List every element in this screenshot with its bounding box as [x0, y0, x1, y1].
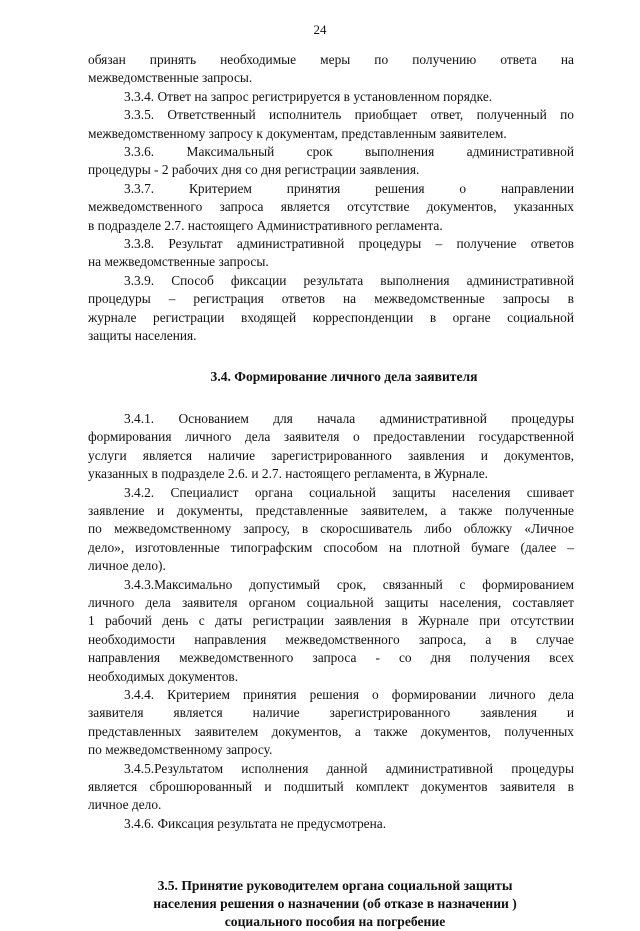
text-line: обязан принять необходимые меры по получению ответа на — [88, 52, 574, 67]
text-line: формирования личного дела заявителя о предоставлении государственной — [88, 429, 574, 445]
text-line: 3.4.5.Результатом исполнения данной административной процедуры — [124, 760, 574, 776]
text-line: 3.4.3.Максимально допустимый срок, связанный с формированием — [124, 576, 574, 592]
text-line: 3.3.4. Ответ на запрос регистрируется в установленном порядке. — [124, 88, 493, 104]
text-line: представленных заявителем документов, а также документов, полученных — [88, 723, 574, 739]
text-line: журнале регистрации входящей корреспонденции в органе социальной — [88, 309, 574, 325]
paragraph-3-4-3 — [88, 576, 574, 686]
text-line: услуги является наличие зарегистрированного заявления и документов, — [88, 447, 574, 463]
text-line: 3.4.4. Критерием принятия решения о формировании личного дела — [124, 687, 574, 702]
text-line: необходимости направления межведомственного запроса, а в случае — [88, 631, 574, 647]
text-line: 3.4.2. Специалист органа социальной защиты населения сшивает — [124, 484, 574, 500]
heading-3-5-line: 3.5. Принятие руководителем органа социальной защиты — [157, 878, 513, 894]
text-line: процедуры - 2 рабочих дня со дня регистрации заявления. — [88, 162, 420, 178]
paragraph-3-3-3-cont — [88, 51, 574, 88]
text-line: межведомственному запросу к документам, представленным заявителем. — [88, 125, 507, 141]
text-line: 3.3.9. Способ фиксации результата выполнения административной — [124, 272, 574, 288]
text-line: по межведомственному запросу, в скоросшиватель либо обложку «Личное — [88, 521, 574, 537]
text-line: по межведомственному запросу. — [88, 742, 273, 758]
text-line: личное дело). — [88, 558, 166, 574]
heading-section-3-5 — [96, 877, 574, 931]
text-line: 1 рабочий день с даты регистрации заявления в Журнале при отсутствии — [88, 613, 574, 629]
page-number: 24 — [313, 22, 327, 37]
paragraph-3-3-7 — [88, 180, 574, 235]
text-line: является сброшюрованный и подшитый комплект документов заявителя в — [88, 779, 574, 795]
paragraph-3-4-4 — [88, 686, 574, 760]
text-line: защиты населения. — [88, 328, 197, 344]
paragraph-3-4-2 — [88, 484, 574, 576]
text-line: процедуры – регистрация ответов на межведомственные запросы в — [88, 291, 574, 307]
text-line: 3.4.6. Фиксация результата не предусмотрена. — [124, 815, 387, 831]
text-line: межведомственного запроса является отсутствие документов, указанных — [88, 199, 574, 215]
text-line: межведомственные запросы. — [88, 70, 253, 86]
paragraph-3-3-4 — [88, 88, 574, 106]
paragraph-3-4-5 — [88, 760, 574, 815]
document-body — [88, 51, 574, 931]
text-line: направления межведомственного запроса - со дня получения всех — [88, 650, 574, 666]
paragraph-3-4-6 — [88, 815, 574, 833]
paragraph-3-3-5 — [88, 106, 574, 143]
paragraph-3-3-6 — [88, 143, 574, 180]
text-line: дело», изготовленные типографским способом на плотной бумаге (далее – — [88, 539, 574, 555]
text-line: заявителя является наличие зарегистрированного заявления и — [88, 705, 574, 721]
text-line: 3.3.6. Максимальный срок выполнения административной — [124, 144, 574, 160]
text-line: 3.3.7. Критерием принятия решения о направлении — [124, 180, 574, 196]
paragraph-3-3-8 — [88, 235, 574, 272]
text-line: 3.4.1. Основанием для начала административной процедуры — [124, 410, 574, 426]
text-line: в подразделе 2.7. настоящего Административного регламента. — [88, 217, 443, 233]
text-line: заявление и документы, представленные заявителем, а также полученные — [88, 502, 574, 518]
text-line: указанных в подразделе 2.6. и 2.7. настоящего регламента, в Журнале. — [88, 466, 489, 482]
paragraph-3-4-1 — [88, 410, 574, 484]
text-line: 3.3.8. Результат административной процедуры – получение ответов — [124, 236, 574, 252]
section-3-3-paragraphs — [88, 51, 574, 346]
text-line: 3.3.5. Ответственный исполнитель приобщает ответ, полученный по — [124, 107, 574, 123]
section-3-4-paragraphs — [88, 410, 574, 833]
text-line: личного дела заявителя органом социальной защиты населения, составляет — [88, 594, 574, 610]
heading-3-5-line: населения решения о назначении (об отказе в назначении ) — [153, 896, 517, 912]
paragraph-3-3-9 — [88, 272, 574, 346]
text-line: необходимых документов. — [88, 668, 239, 684]
heading-3-5-line: социального пособия на погребение — [224, 914, 446, 930]
heading-section-3-4: 3.4. Формирование личного дела заявителя — [210, 368, 478, 384]
text-line: на межведомственные запросы. — [88, 254, 269, 270]
text-line: личное дело. — [88, 797, 162, 813]
